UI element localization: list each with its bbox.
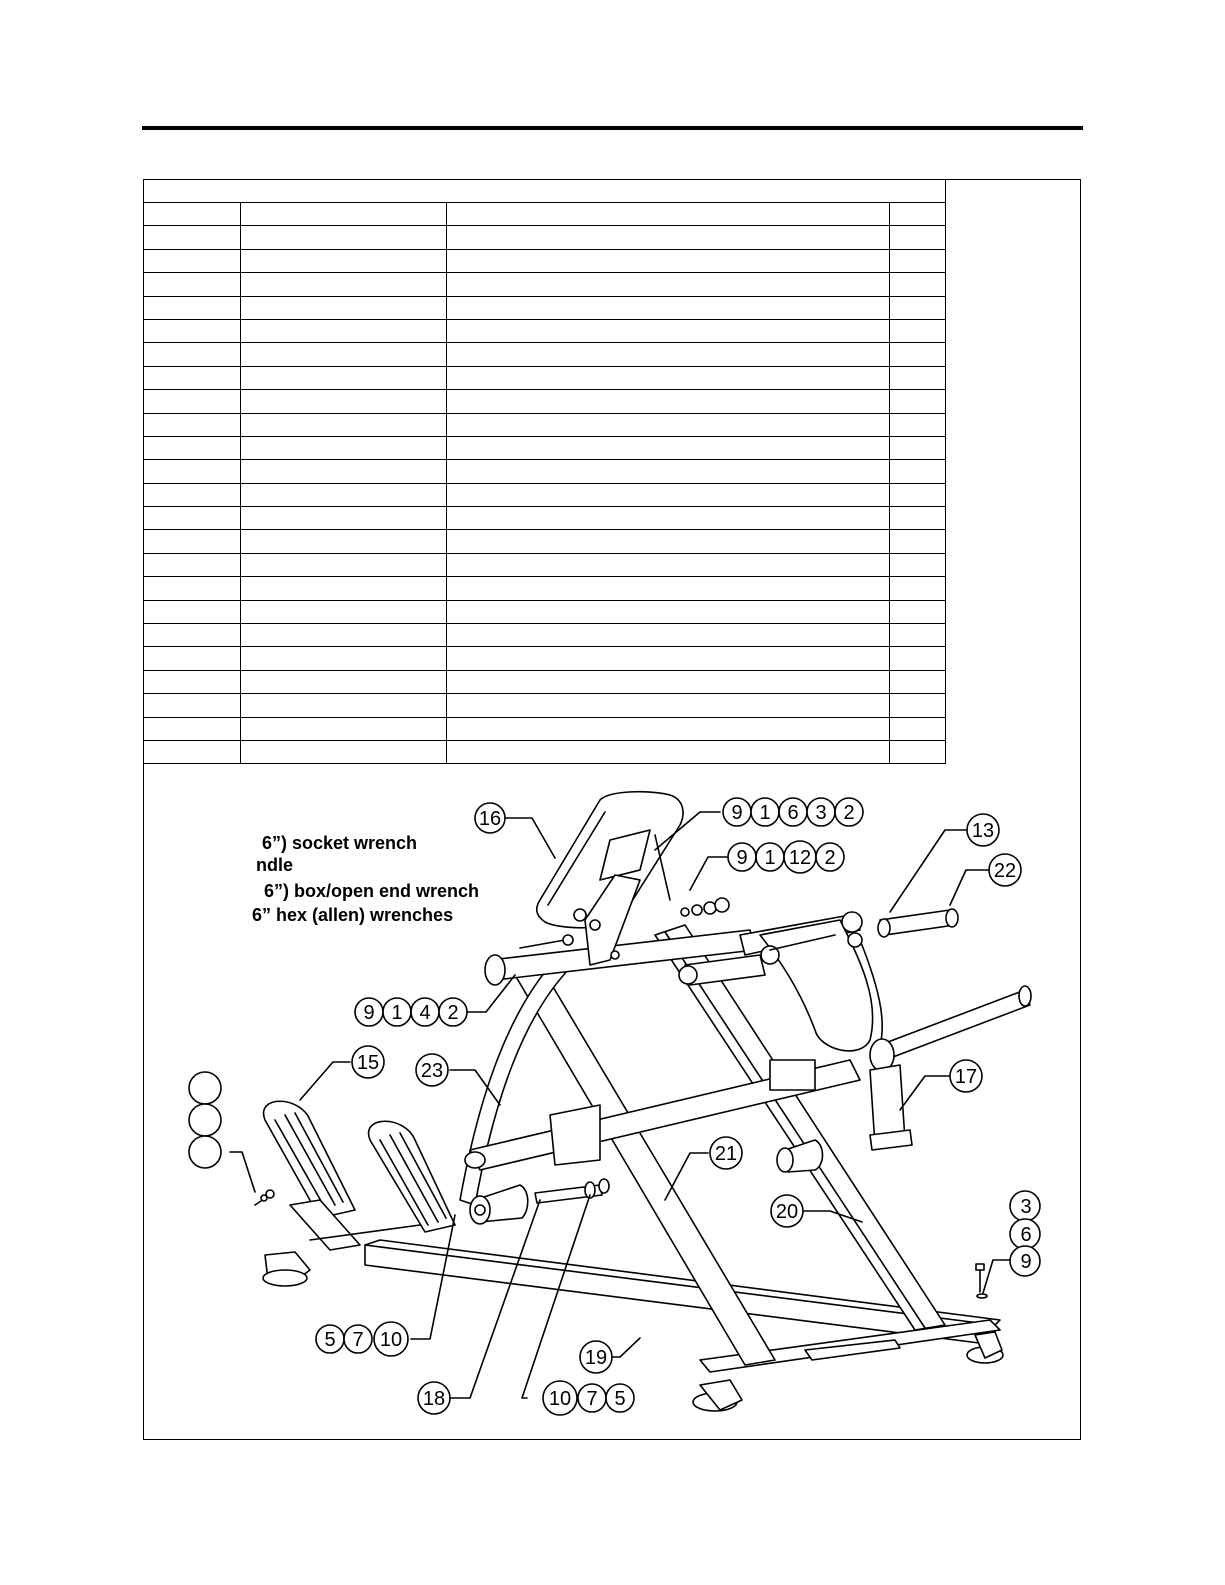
svg-text:4: 4 [419,1002,431,1024]
callout-21 [710,1137,742,1169]
svg-text:7: 7 [586,1388,598,1410]
svg-text:13: 13 [971,820,995,842]
callout-9-1-6-3-2 [723,798,863,826]
callout-left-stack [189,1072,221,1168]
callout-9-1-4-2 [355,998,467,1026]
svg-text:17: 17 [954,1066,978,1088]
svg-text:22: 22 [993,860,1017,882]
callout-15 [352,1046,384,1078]
callout-17 [950,1060,982,1092]
roller-pad-upper [777,1140,823,1172]
svg-text:21: 21 [714,1143,738,1165]
svg-text:6: 6 [787,802,799,824]
tool-handle: ndle [256,855,294,875]
svg-text:15: 15 [356,1052,380,1074]
svg-text:12: 12 [788,847,812,869]
svg-text:2: 2 [824,847,836,869]
roller-pad-lower [470,1185,528,1224]
svg-text:16: 16 [478,808,502,830]
svg-text:1: 1 [391,1002,403,1024]
handle-grip-22 [878,909,958,937]
svg-text:18: 18 [422,1388,446,1410]
tool-box-wrench: 6”) box/open end wrench [264,881,480,901]
bolt-set-right [976,1264,987,1298]
svg-text:1: 1 [764,847,776,869]
callout-10-7-5 [543,1381,634,1415]
svg-text:9: 9 [736,847,748,869]
svg-text:3: 3 [1020,1196,1032,1218]
svg-text:2: 2 [447,1002,459,1024]
callout-13 [967,814,999,846]
svg-text:5: 5 [324,1329,336,1351]
svg-text:5: 5 [614,1388,626,1410]
tool-hex-wrenches: 6” hex (allen) wrenches [252,905,454,925]
svg-text:10: 10 [379,1329,403,1351]
callout-9-1-12-2 [728,841,844,873]
svg-text:19: 19 [584,1347,608,1369]
svg-text:20: 20 [775,1201,799,1223]
callout-18 [418,1382,450,1414]
callout-20 [771,1195,803,1227]
tool-socket-wrench: 6”) socket wrench [262,833,418,853]
svg-text:23: 23 [420,1060,444,1082]
svg-text:3: 3 [815,802,827,824]
bolt-set-left [255,1190,274,1205]
callout-22 [989,854,1021,886]
svg-text:1: 1 [759,802,771,824]
pin-18 [535,1179,609,1203]
svg-text:2: 2 [843,802,855,824]
svg-text:9: 9 [1020,1251,1032,1273]
svg-text:10: 10 [548,1388,572,1410]
callout-23 [416,1054,448,1086]
callout-16 [475,803,505,833]
svg-text:9: 9 [731,802,743,824]
callout-19 [580,1341,612,1373]
callout-right-stack [1010,1191,1040,1276]
callout-5-7-10 [316,1322,408,1356]
foot-plate-15 [264,1101,455,1250]
svg-text:7: 7 [352,1329,364,1351]
svg-text:9: 9 [363,1002,375,1024]
svg-text:6: 6 [1020,1224,1032,1246]
